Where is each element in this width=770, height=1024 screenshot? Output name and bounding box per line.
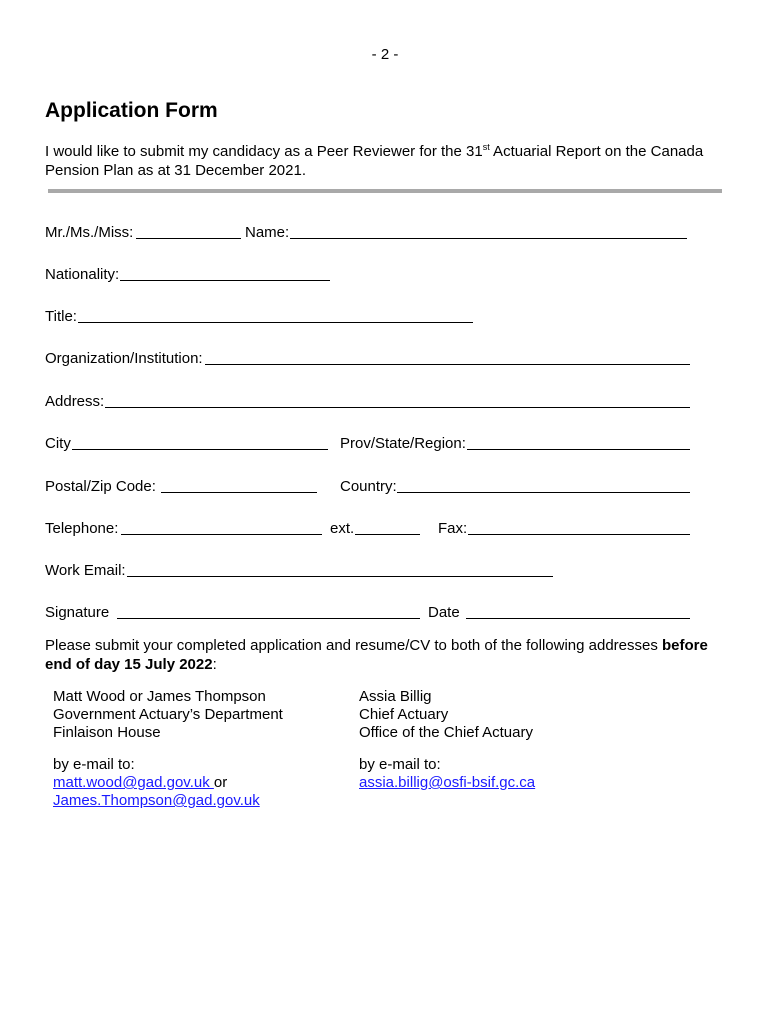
contact-right-name: Assia Billig: [359, 688, 432, 705]
contact-left-org: Government Actuary’s Department: [53, 706, 283, 723]
name-label: Name:: [245, 224, 290, 241]
telephone-field[interactable]: [121, 534, 322, 535]
city-field[interactable]: [72, 449, 328, 450]
intro-text: [45, 138, 735, 180]
contact-right-office: Office of the Chief Actuary: [359, 724, 533, 741]
instructions-text: Please submit your completed application and resume/CV to both of the following addresses: [45, 637, 663, 654]
email-link-matt-wood[interactable]: matt.wood@gad.gov.uk: [53, 774, 214, 791]
organization-label: Organization/Institution:: [45, 350, 203, 367]
postal-field[interactable]: [161, 492, 317, 493]
contact-right-email-block: [359, 756, 535, 792]
salutation-label: Mr./Ms./Miss:: [45, 224, 134, 241]
contact-left-address: [53, 688, 283, 742]
title-label: Title:: [45, 308, 77, 325]
postal-label: Postal/Zip Code:: [45, 478, 156, 495]
city-label: City: [45, 435, 71, 452]
signature-field[interactable]: [117, 618, 420, 619]
instructions-end: :: [212, 656, 217, 673]
date-label: Date: [428, 604, 460, 621]
signature-label: Signature: [45, 604, 110, 621]
title-field[interactable]: [78, 322, 473, 323]
form-title: Application Form: [45, 99, 218, 122]
date-field[interactable]: [466, 618, 690, 619]
submission-instructions: [45, 636, 735, 674]
address-field[interactable]: [105, 407, 690, 408]
contact-left-building: Finlaison House: [53, 724, 161, 741]
page-number: - 2 -: [371, 46, 399, 63]
contact-left-email-row: [53, 774, 260, 792]
email-link-assia-billig[interactable]: assia.billig@osfi-bsif.gc.ca: [359, 774, 536, 791]
contact-left-email-block: [53, 756, 260, 810]
country-field[interactable]: [397, 492, 690, 493]
fax-label: Fax:: [438, 520, 468, 537]
work-email-label: Work Email:: [45, 562, 126, 579]
fax-field[interactable]: [468, 534, 690, 535]
prov-field[interactable]: [467, 449, 690, 450]
ext-label: ext.: [330, 520, 355, 537]
country-label: Country:: [340, 478, 397, 495]
intro-superscript: st: [482, 142, 490, 152]
organization-field[interactable]: [205, 364, 690, 365]
contact-right-address: [359, 688, 533, 742]
deadline-text: before end of day 15 July 2022: [45, 637, 708, 673]
salutation-field[interactable]: [136, 238, 241, 239]
intro-before: I would like to submit my candidacy as a Peer Reviewer for the 31: [45, 143, 483, 160]
name-field[interactable]: [290, 238, 687, 239]
or-text: or: [213, 774, 228, 791]
prov-label: Prov/State/Region:: [340, 435, 466, 452]
contact-right-email-label: by e-mail to:: [359, 756, 441, 773]
intro-after: Actuarial Report on the Canada Pension Plan as at 31 December 2021.: [45, 143, 704, 179]
address-label: Address:: [45, 393, 105, 410]
email-link-james-thompson[interactable]: James.Thompson@gad.gov.uk: [53, 792, 260, 809]
work-email-field[interactable]: [127, 576, 553, 577]
section-divider: [48, 189, 722, 193]
ext-field[interactable]: [355, 534, 420, 535]
contact-left-name: Matt Wood or James Thompson: [53, 688, 266, 705]
nationality-field[interactable]: [120, 280, 330, 281]
telephone-label: Telephone:: [45, 520, 119, 537]
contact-right-title: Chief Actuary: [359, 706, 449, 723]
contact-left-email-label: by e-mail to:: [53, 756, 135, 773]
nationality-label: Nationality:: [45, 266, 120, 283]
